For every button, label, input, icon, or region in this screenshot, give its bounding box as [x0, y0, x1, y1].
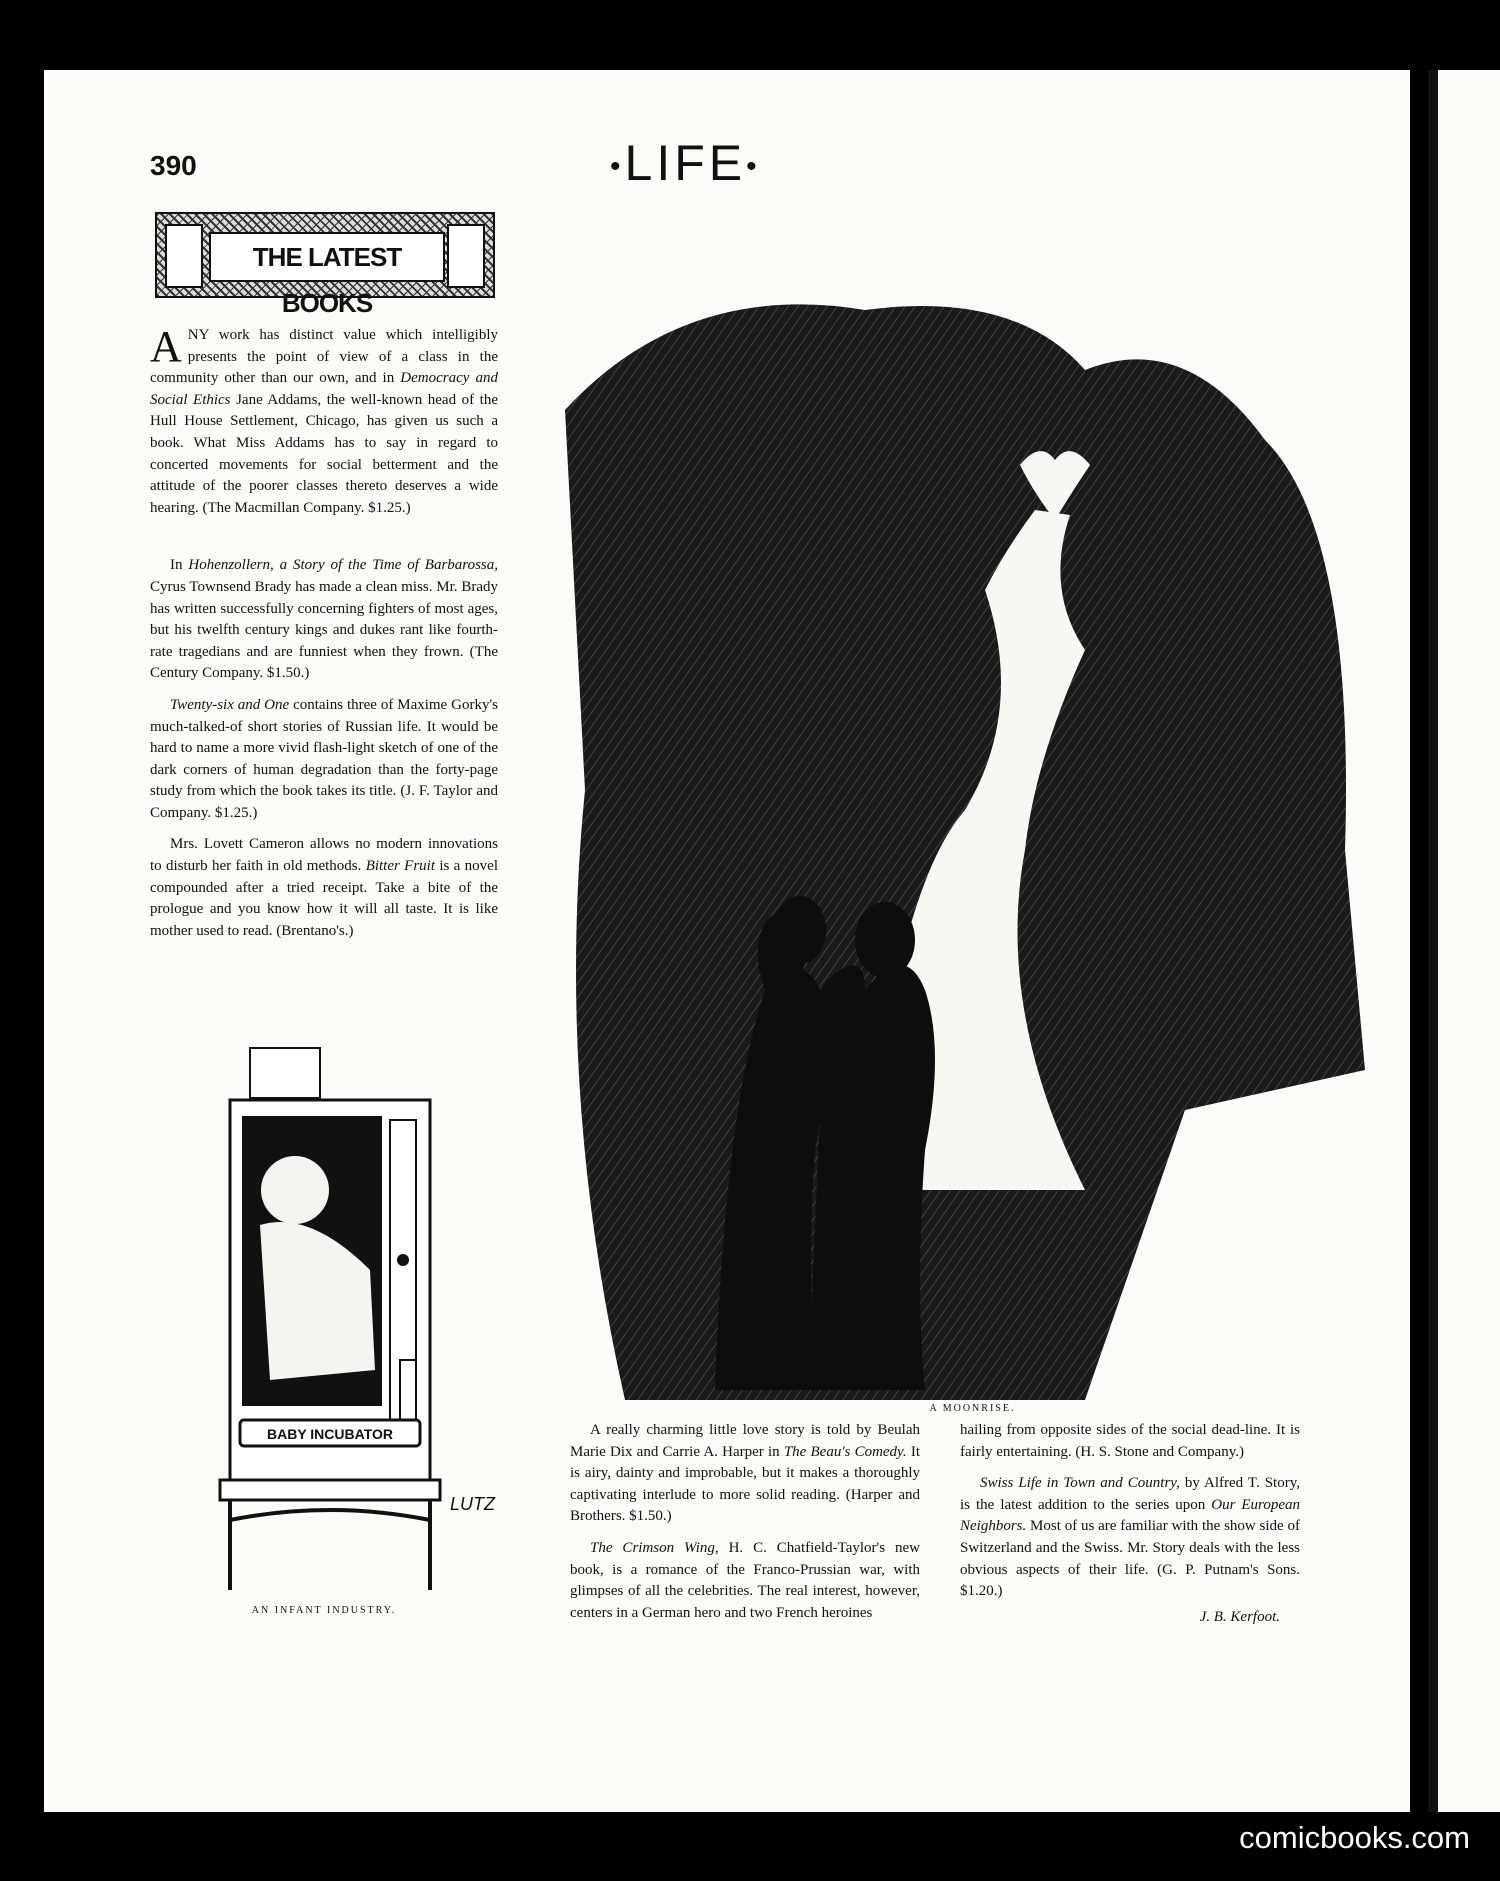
masthead: •LIFE•	[610, 135, 761, 191]
review-gorky: Twenty-six and One contains three of Maxime Gorky's much-talked-of short stories of Russian life. It would be hard to name a more vivid flash-light sketch of one of the dark corners of human degradation than the forty-page study from which the book takes its title. (J. F. Taylor and Company. $1.25.)	[150, 696, 498, 821]
review-story: Swiss Life in Town and Country, by Alfred T. Story, is the latest addition to the series upon Our European Neighbors. Most of us are familiar with the show side of Switzerland and the Swiss. Mr. Story deals with the less obvious aspects of their life. (G. P. Putnam's Sons. $1.20.)	[960, 1475, 1300, 1600]
review-addams: ANY work has distinct value which intelligibly presents the point of view of a class in the community other than our own, and in Democracy and Social Ethics Jane Addams, the well-known head of the Hull House Settlement, Chicago, has given us such a book. What Miss Addams has to say in regard to concerted movements for social betterment and the attitude of the poorer classes thereto deserves a wide hearing. (The Macmillan Company. $1.25.)	[150, 322, 498, 516]
review-chatfield-taylor: The Crimson Wing, H. C. Chatfield-Taylor's new book, is a romance of the Franco-Prussian war, with glimpses of all the celebrities. The real interest, however, centers in a German hero and two French heroines	[570, 1539, 920, 1621]
latest-books-banner	[155, 212, 495, 318]
masthead-title: LIFE	[624, 135, 747, 191]
infant-industry-illustration	[190, 1040, 495, 1600]
drop-cap: A	[150, 322, 182, 371]
review-brady: In Hohenzollern, a Story of the Time of Barbarossa, Cyrus Townsend Brady has made a clean miss. Mr. Brady has written successfully concerning fighters of most ages, but his twelfth century kings and dukes rant like fourth-rate tragedians and are funniest when they frown. (The Century Company. $1.50.)	[150, 557, 498, 682]
book-ornament-icon	[447, 224, 485, 288]
review-continued: hailing from opposite sides of the social dead-line. It is fairly entertaining. (H. S. Stone and Company.)	[960, 1422, 1300, 1460]
page-number: 390	[150, 150, 197, 181]
watermark: comicbooks.com	[1239, 1820, 1470, 1855]
reviewer-signature: J. B. Kerfoot.	[1199, 1608, 1280, 1625]
artist-signature: LUTZ	[450, 1494, 495, 1514]
incubator-caption: AN INFANT INDUSTRY.	[251, 1605, 397, 1616]
incubator-label: BABY INCUBATOR	[266, 1426, 394, 1442]
moonrise-illustration	[565, 290, 1380, 1400]
book-ornament-icon	[165, 224, 203, 288]
reviews-left-column	[150, 322, 498, 952]
moonrise-caption: A MOONRISE.	[929, 1403, 1016, 1414]
review-dix-harper: A really charming little love story is told by Beulah Marie Dix and Carrie A. Harper in The Beau's Comedy. It is airy, dainty and improbable, but it makes a thoroughly captivating interlude to more solid reading. (Harper and Brothers. $1.50.)	[570, 1422, 921, 1525]
reviews-bottom-right-column	[960, 1420, 1300, 1628]
facing-page-edge	[1428, 70, 1500, 1812]
review-cameron: Mrs. Lovett Cameron allows no modern innovations to disturb her faith in old methods. Bitter Fruit is a novel compounded after a tried receipt. Take a bite of the prologue and you know how it will all taste. It is like mother used to read. (Brentano's.)	[150, 836, 498, 939]
banner-title: THE LATEST BOOKS	[209, 232, 445, 282]
reviews-bottom-left-column	[570, 1420, 920, 1634]
